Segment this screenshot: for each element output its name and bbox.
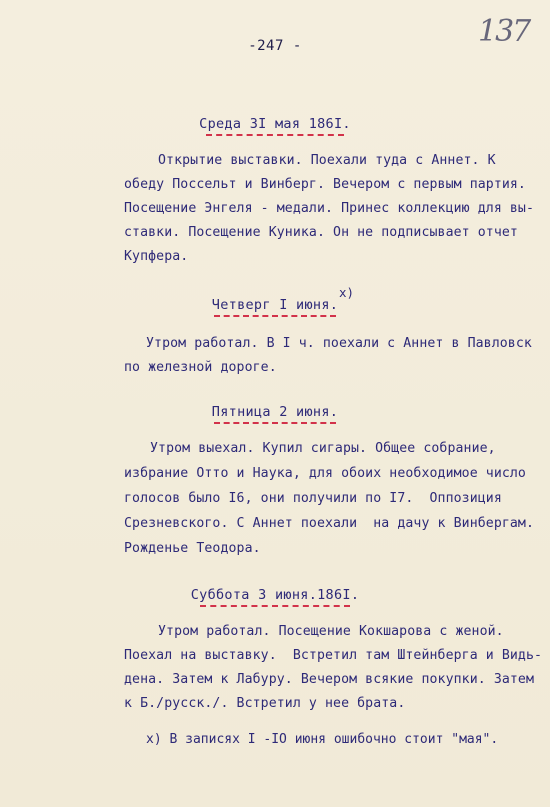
entry-text-line: ставки. Посещение Куника. Он не подписывает отчет — [124, 225, 518, 240]
entry-heading — [0, 404, 550, 424]
entry-text-line: дена. Затем к Лабуру. Вечером всякие покупки. Затем — [124, 672, 535, 687]
entry-text-line: Открытие выставки. Поехали туда с Аннет. К — [158, 153, 496, 168]
entry-heading — [0, 116, 550, 136]
heading-underline — [206, 134, 344, 136]
entry-text-line: Срезневского. С Аннет поехали на дачу к Винбергам. — [124, 516, 535, 531]
entry-text-line: Утром работал. В I ч. поехали с Аннет в Павловск — [146, 336, 532, 351]
heading-underline — [200, 605, 350, 607]
heading-underline — [214, 422, 336, 424]
entry-text-line: по железной дороге. — [124, 360, 277, 375]
entry-text-line: обеду Поссельт и Винберг. Вечером с первым партия. — [124, 177, 526, 192]
entry-text-line: избрание Отто и Наука, для обоих необходимое число — [124, 466, 526, 481]
archive-folio-number: 137 — [478, 14, 530, 49]
footnote: x) В записях I -IO июня ошибочно стоит "мая". — [146, 732, 499, 747]
entry-text-line: голосов было I6, они получили по I7. Оппозиция — [124, 491, 502, 506]
page-number: -247 - — [248, 38, 302, 54]
entry-heading-text: Четверг I июня. — [211, 297, 339, 313]
entry-text-line: Рожденье Теодора. — [124, 541, 261, 556]
entry-heading — [0, 587, 550, 607]
entry-text-line: Поехал на выставку. Встретил там Штейнберга и Видь- — [124, 648, 543, 663]
heading-underline — [214, 315, 336, 317]
entry-text-line: Утром работал. Посещение Кокшарова с женой. — [158, 624, 504, 639]
entry-heading-text: Суббота 3 июня.186I. — [190, 587, 360, 603]
entry-text-line: Купфера. — [124, 249, 189, 264]
entry-text-line: Утром выехал. Купил сигары. Общее собрание, — [150, 441, 496, 456]
entry-heading-text: Пятница 2 июня. — [211, 404, 339, 420]
entry-heading-text: Среда 3I мая 186I. — [199, 116, 351, 132]
entry-text-line: к Б./русск./. Встретил у нее брата. — [124, 696, 406, 711]
entry-text-line: Посещение Энгеля - медали. Принес коллекцию для вы- — [124, 201, 535, 216]
entry-heading — [0, 297, 550, 317]
footnote-marker: x) — [339, 285, 355, 300]
